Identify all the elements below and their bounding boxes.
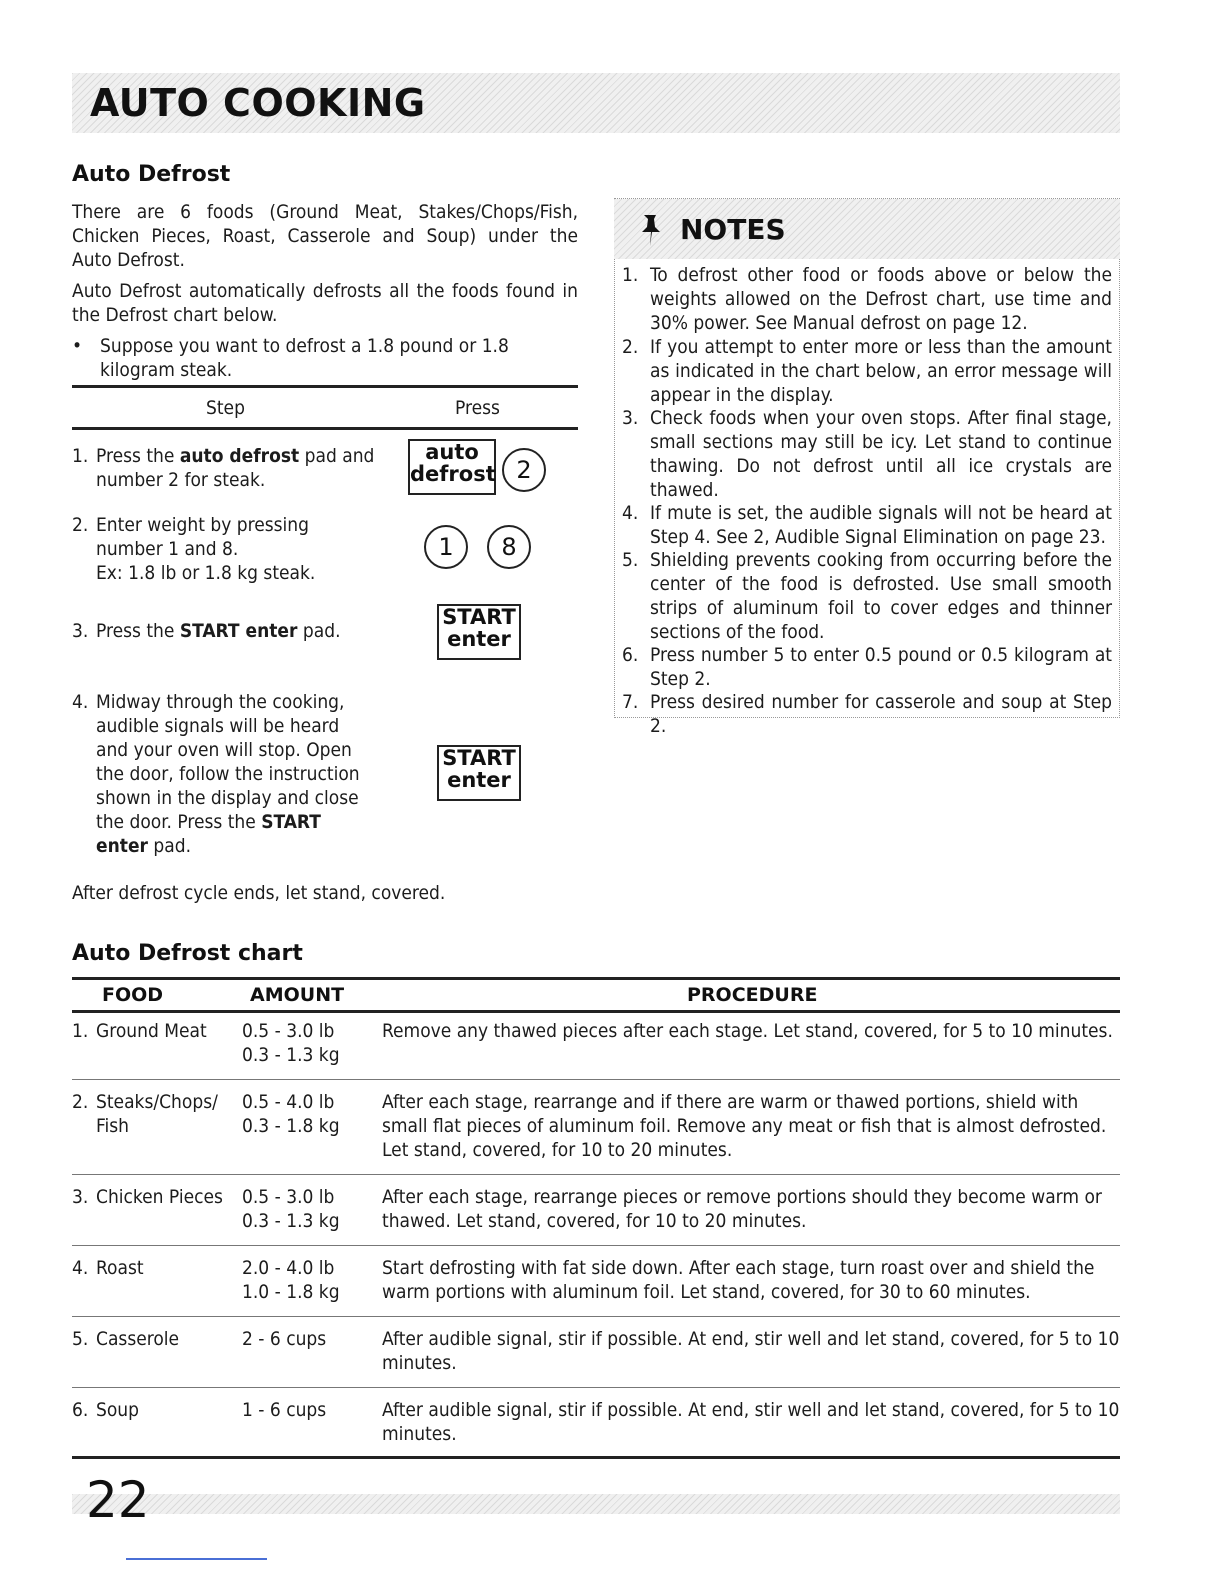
steps-header-rule bbox=[72, 427, 578, 430]
step-4 bbox=[72, 690, 372, 858]
food-column-header: FOOD bbox=[102, 984, 164, 1006]
step-number: 2. bbox=[72, 514, 89, 536]
chart-header-rule bbox=[72, 1010, 1120, 1013]
food-cell: 4. Roast bbox=[72, 1257, 144, 1279]
bullet-mark: • bbox=[72, 335, 83, 357]
example-bullet bbox=[72, 334, 578, 382]
step-1 bbox=[72, 444, 392, 492]
food-cell: 5. Casserole bbox=[72, 1328, 180, 1350]
procedure-cell: After audible signal, stir if possible. At end, stir well and let stand, covered, for 5 to 10 minutes. bbox=[382, 1328, 1120, 1374]
number-1-key: 1 bbox=[424, 525, 468, 569]
food-cell: 2. Steaks/Chops/ Fish bbox=[72, 1091, 218, 1137]
row-divider bbox=[72, 1316, 1120, 1317]
note-item: 1. To defrost other food or foods above or below the weights allowed on the Defrost chart, use time and 30% power. See Manual defrost on page 12. bbox=[622, 264, 1112, 334]
note-item: 7. Press desired number for casserole and soup at Step 2. bbox=[622, 691, 1112, 737]
procedure-cell: Start defrosting with fat side down. After each stage, turn roast over and shield the warm portions with aluminum foil. Let stand, covered, for 30 to 60 minutes. bbox=[382, 1257, 1095, 1303]
step-number: 1. bbox=[72, 445, 89, 467]
note-item: 4. If mute is set, the audible signals will not be heard at Step 4. See 2, Audible Signal Elimination on page 23. bbox=[622, 502, 1112, 548]
after-defrost-text: After defrost cycle ends, let stand, covered. bbox=[72, 882, 446, 904]
row-divider bbox=[72, 1387, 1120, 1388]
chart-bottom-rule bbox=[72, 1456, 1120, 1459]
intro-paragraph: There are 6 foods (Ground Meat, Stakes/Chops/Fish, Chicken Pieces, Roast, Casserole and Soup) under the Auto Defrost. bbox=[72, 201, 578, 271]
chart-top-rule bbox=[72, 977, 1120, 980]
step-text: Enter weight by pressing number 1 and 8. Ex: 1.8 lb or 1.8 kg steak. bbox=[96, 514, 316, 584]
step-text: Press the auto defrost pad and number 2 for steak. bbox=[96, 445, 375, 491]
row-divider bbox=[72, 1174, 1120, 1175]
bullet-text: Suppose you want to defrost a 1.8 pound or 1.8 kilogram steak. bbox=[100, 335, 509, 381]
amount-cell: 1 - 6 cups bbox=[242, 1399, 327, 1421]
note-item: 2. If you attempt to enter more or less than the amount as indicated in the chart below, an error message will appear in the display. bbox=[622, 336, 1112, 406]
amount-cell: 2.0 - 4.0 lb 1.0 - 1.8 kg bbox=[242, 1257, 340, 1303]
number-8-key: 8 bbox=[487, 525, 531, 569]
procedure-cell: Remove any thawed pieces after each stage. Let stand, covered, for 5 to 10 minutes. bbox=[382, 1020, 1113, 1042]
procedure-cell: After audible signal, stir if possible. At end, stir well and let stand, covered, for 5 to 10 minutes. bbox=[382, 1399, 1120, 1445]
procedure-cell: After each stage, rearrange pieces or remove portions should they become warm or thawed. Let stand, covered, for 10 to 20 minutes. bbox=[382, 1186, 1102, 1232]
food-cell: 1. Ground Meat bbox=[72, 1020, 207, 1042]
step-3 bbox=[72, 619, 392, 643]
description-paragraph: Auto Defrost automatically defrosts all the foods found in the Defrost chart below. bbox=[72, 280, 578, 326]
bottom-divider bbox=[126, 1558, 267, 1560]
note-item: 6. Press number 5 to enter 0.5 pound or 0.5 kilogram at Step 2. bbox=[622, 644, 1112, 690]
step-text: Midway through the cooking, audible signals will be heard and your oven will stop. Open the door, follow the instruction shown in the display and close the door. Press the START enter pad. bbox=[96, 691, 360, 857]
row-divider bbox=[72, 1245, 1120, 1246]
press-column-header: Press bbox=[455, 397, 500, 419]
step-column-header: Step bbox=[206, 397, 245, 419]
page-number: 22 bbox=[86, 1471, 150, 1529]
notes-header bbox=[614, 199, 1120, 259]
amount-cell: 0.5 - 3.0 lb 0.3 - 1.3 kg bbox=[242, 1186, 340, 1232]
number-2-key: 2 bbox=[502, 448, 546, 492]
steps-top-rule bbox=[72, 385, 578, 388]
row-divider bbox=[72, 1079, 1120, 1080]
start-enter-key bbox=[437, 604, 521, 660]
footer-bar bbox=[72, 1494, 1120, 1514]
page-title: AUTO COOKING bbox=[90, 81, 426, 125]
step-number: 4. bbox=[72, 691, 89, 713]
food-cell: 3. Chicken Pieces bbox=[72, 1186, 223, 1208]
section-banner bbox=[72, 73, 1120, 133]
amount-cell: 2 - 6 cups bbox=[242, 1328, 327, 1350]
amount-cell: 0.5 - 4.0 lb 0.3 - 1.8 kg bbox=[242, 1091, 340, 1137]
step-number: 3. bbox=[72, 620, 89, 642]
key-label: START bbox=[442, 605, 516, 629]
auto-defrost-key bbox=[408, 439, 496, 495]
note-item: 5. Shielding prevents cooking from occurring before the center of the food is defrosted. Use small smooth strips of aluminum foil to cover edges and thinner sections of the food. bbox=[622, 549, 1112, 643]
key-label: auto bbox=[425, 440, 479, 464]
procedure-column-header: PROCEDURE bbox=[687, 984, 818, 1006]
key-label: defrost bbox=[410, 462, 496, 486]
key-label: enter bbox=[447, 768, 511, 792]
key-label: enter bbox=[447, 627, 511, 651]
food-cell: 6. Soup bbox=[72, 1399, 140, 1421]
note-item: 3. Check foods when your oven stops. After final stage, small sections may still be icy. Let stand to continue thawing. Do not defrost until all ice crystals are thawed. bbox=[622, 407, 1112, 501]
pushpin-icon bbox=[638, 213, 664, 247]
procedure-cell: After each stage, rearrange and if there are warm or thawed portions, shield with small flat pieces of aluminum foil. Remove any meat or fish that is almost defrosted. Let stand, covered, for 10 to 20 minutes. bbox=[382, 1091, 1107, 1161]
auto-defrost-heading: Auto Defrost bbox=[72, 162, 231, 187]
amount-cell: 0.5 - 3.0 lb 0.3 - 1.3 kg bbox=[242, 1020, 340, 1066]
start-enter-key-2 bbox=[437, 745, 521, 801]
step-text: Press the START enter pad. bbox=[96, 620, 341, 642]
amount-column-header: AMOUNT bbox=[250, 984, 345, 1006]
chart-heading: Auto Defrost chart bbox=[72, 941, 303, 966]
notes-title: NOTES bbox=[680, 213, 786, 246]
step-2 bbox=[72, 513, 392, 585]
key-label: START bbox=[442, 746, 516, 770]
